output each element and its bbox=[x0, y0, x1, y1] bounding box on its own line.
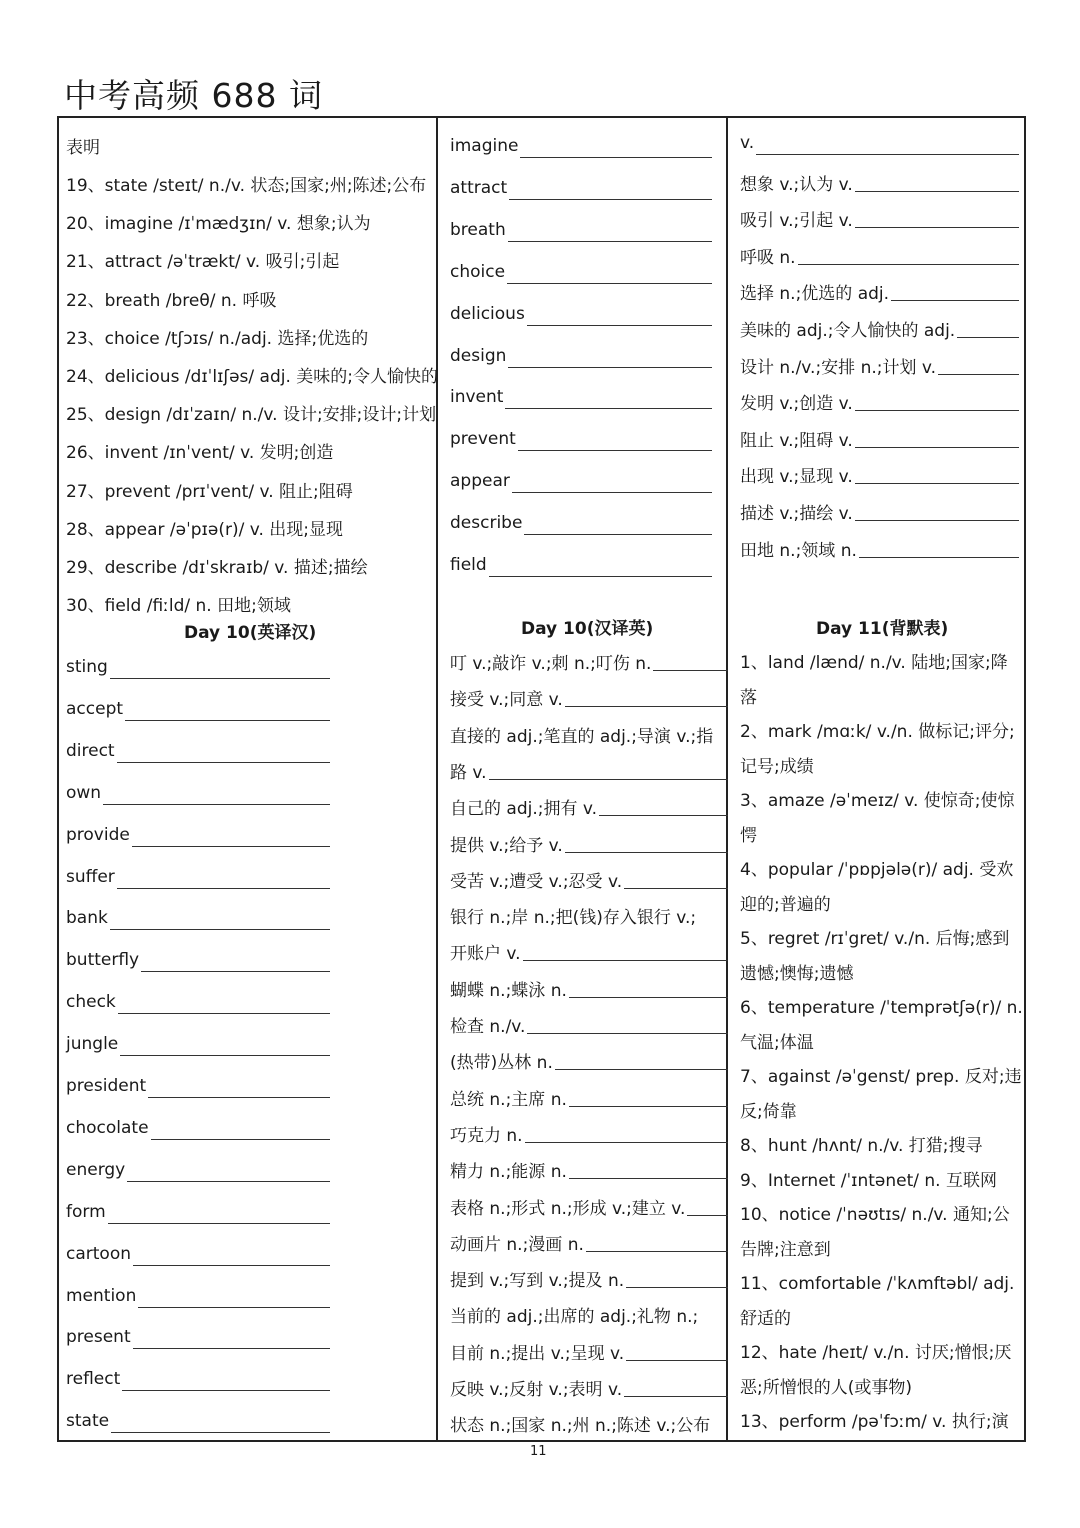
day11-heading: Day 11(背默表) bbox=[816, 619, 949, 639]
word-prompt: energy bbox=[66, 1159, 126, 1180]
answer-blank[interactable] bbox=[527, 325, 712, 326]
answer-blank[interactable] bbox=[855, 447, 1019, 448]
vocab-entry: 1、land /lænd/ n./v. 陆地;国家;降 bbox=[740, 653, 1008, 673]
answer-blank[interactable] bbox=[523, 960, 728, 961]
answer-blank[interactable] bbox=[525, 1142, 728, 1143]
meaning-prompt: 状态 n.;国家 n.;州 n.;陈述 v.;公布 bbox=[450, 1416, 711, 1437]
answer-blank[interactable] bbox=[108, 1223, 330, 1224]
word-prompt: sting bbox=[66, 657, 108, 677]
continued-text: 表明 bbox=[66, 138, 100, 158]
word-prompt: butterfly bbox=[66, 950, 140, 971]
answer-blank[interactable] bbox=[855, 483, 1019, 484]
day10-en-cn-heading: Day 10(英译汉) bbox=[184, 623, 317, 643]
answer-blank[interactable] bbox=[122, 1390, 330, 1391]
answer-blank[interactable] bbox=[120, 1055, 330, 1056]
vocab-entry: 11、comfortable /ˈkʌmftəbl/ adj. bbox=[740, 1274, 1015, 1294]
answer-blank[interactable] bbox=[524, 534, 712, 535]
answer-blank[interactable] bbox=[125, 720, 330, 721]
word-prompt: attract bbox=[450, 177, 508, 198]
answer-blank[interactable] bbox=[520, 157, 712, 158]
word-prompt: provide bbox=[66, 824, 130, 845]
meaning-prompt: 描述 v.;描绘 v. bbox=[740, 504, 853, 524]
meaning-prompt: 提到 v.;写到 v.;提及 n. bbox=[450, 1271, 625, 1292]
meaning-prompt: 检查 n./v. bbox=[450, 1017, 526, 1037]
vocab-entry: 告牌;注意到 bbox=[740, 1239, 831, 1260]
word-prompt: choice bbox=[450, 261, 506, 282]
answer-blank[interactable] bbox=[127, 1181, 330, 1182]
vocab-entry: 23、choice /tʃɔɪs/ n./adj. 选择;优选的 bbox=[66, 328, 369, 349]
meaning-prompt: 发明 v.;创造 v. bbox=[740, 394, 853, 415]
vocab-entry: 8、hunt /hʌnt/ n./v. 打猎;搜寻 bbox=[740, 1136, 983, 1156]
meaning-prompt: 精力 n.;能源 n. bbox=[450, 1162, 567, 1183]
page-number: 11 bbox=[530, 1444, 547, 1459]
vocab-entry: 恶;所憎恨的人(或事物) bbox=[740, 1377, 912, 1398]
meaning-prompt: 银行 n.;岸 n.;把(钱)存入银行 v.; bbox=[450, 908, 697, 929]
answer-blank[interactable] bbox=[117, 888, 330, 889]
vocab-entry: 3、amaze /əˈmeɪz/ v. 使惊奇;使惊 bbox=[740, 791, 1015, 811]
word-prompt: imagine bbox=[450, 136, 519, 156]
answer-blank[interactable] bbox=[586, 1251, 728, 1252]
meaning-prompt: 开账户 v. bbox=[450, 944, 521, 965]
page-title: 中考高频 688 词 bbox=[64, 76, 323, 115]
meaning-prompt: 提供 v.;给予 v. bbox=[450, 835, 563, 856]
answer-blank[interactable] bbox=[624, 1396, 728, 1397]
word-prompt: bank bbox=[66, 908, 108, 929]
vocab-entry: 27、prevent /prɪˈvent/ v. 阻止;阻碍 bbox=[66, 481, 353, 502]
day10-cn-en-heading: Day 10(汉译英) bbox=[521, 619, 654, 639]
answer-blank[interactable] bbox=[111, 1432, 330, 1433]
answer-blank[interactable] bbox=[565, 852, 728, 853]
answer-blank[interactable] bbox=[687, 1215, 728, 1216]
word-prompt: field bbox=[450, 555, 487, 575]
vocab-entry: 29、describe /dɪˈskraɪb/ v. 描述;描绘 bbox=[66, 558, 368, 578]
answer-blank[interactable] bbox=[569, 997, 728, 998]
meaning-prompt: 设计 n./v.;安排 n.;计划 v. bbox=[740, 357, 937, 378]
vocab-entry: 19、state /steɪt/ n./v. 状态;国家;州;陈述;公布 bbox=[66, 176, 427, 196]
answer-blank[interactable] bbox=[132, 846, 330, 847]
vocab-entry: 反;倚靠 bbox=[740, 1101, 797, 1122]
answer-blank[interactable] bbox=[859, 557, 1019, 558]
word-prompt: describe bbox=[450, 513, 523, 534]
answer-blank[interactable] bbox=[653, 670, 728, 671]
vocab-entry: 10、notice /ˈnəʊtɪs/ n./v. 通知;公 bbox=[740, 1205, 1010, 1225]
meaning-prompt: 叮 v.;敲诈 v.;刺 n.;叮伤 n. bbox=[450, 654, 652, 674]
answer-blank[interactable] bbox=[148, 1097, 330, 1098]
answer-blank[interactable] bbox=[505, 408, 712, 409]
answer-blank[interactable] bbox=[527, 1033, 728, 1034]
vocab-entry: 落 bbox=[740, 687, 757, 708]
word-prompt: cartoon bbox=[66, 1243, 131, 1264]
meaning-prompt: 总统 n.;主席 n. bbox=[450, 1089, 567, 1110]
vocab-entry: 22、breath /breθ/ n. 呼吸 bbox=[66, 290, 277, 311]
answer-blank[interactable] bbox=[508, 241, 712, 242]
answer-blank[interactable] bbox=[855, 227, 1019, 228]
vocab-entry: 4、popular /ˈpɒpjələ(r)/ adj. 受欢 bbox=[740, 860, 1014, 880]
answer-blank[interactable] bbox=[118, 1013, 330, 1014]
meaning-prompt: 受苦 v.;遭受 v.;忍受 v. bbox=[450, 871, 623, 892]
word-prompt: appear bbox=[450, 471, 510, 492]
answer-blank[interactable] bbox=[141, 971, 330, 972]
word-prompt: mention bbox=[66, 1285, 137, 1306]
word-prompt: president bbox=[66, 1076, 147, 1096]
vocab-entry: 21、attract /əˈtrækt/ v. 吸引;引起 bbox=[66, 252, 340, 273]
vocab-entry: 25、design /dɪˈzaɪn/ n./v. 设计;安排;设计;计划 bbox=[66, 405, 437, 426]
meaning-prompt: 想象 v.;认为 v. bbox=[740, 174, 853, 195]
answer-blank[interactable] bbox=[599, 815, 728, 816]
word-prompt: state bbox=[66, 1411, 110, 1432]
meaning-prompt: 阻止 v.;阻碍 v. bbox=[740, 430, 853, 451]
vocab-entry: 24、delicious /dɪˈlɪʃəs/ adj. 美味的;令人愉快的 bbox=[66, 367, 439, 387]
answer-blank[interactable] bbox=[855, 520, 1019, 521]
answer-blank[interactable] bbox=[626, 1287, 728, 1288]
answer-blank[interactable] bbox=[489, 779, 728, 780]
meaning-prompt: 直接的 adj.;笔直的 adj.;导演 v.;指 bbox=[450, 726, 714, 747]
meaning-prompt: 田地 n.;领域 n. bbox=[740, 540, 857, 561]
vocab-entry: 2、mark /mɑːk/ v./n. 做标记;评分; bbox=[740, 722, 1015, 742]
vocab-entry: 7、against /əˈgenst/ prep. 反对;违 bbox=[740, 1067, 1022, 1087]
meaning-prompt: 出现 v.;显现 v. bbox=[740, 467, 853, 488]
word-prompt: check bbox=[66, 992, 116, 1013]
meaning-prompt: 蝴蝶 n.;蝶泳 n. bbox=[450, 980, 567, 1001]
answer-blank[interactable] bbox=[798, 264, 1019, 265]
vocab-entry: 9、Internet /ˈɪntənet/ n. 互联网 bbox=[740, 1170, 997, 1191]
vocab-entry: 气温;体温 bbox=[740, 1032, 814, 1053]
word-prompt: direct bbox=[66, 740, 115, 761]
answer-blank[interactable] bbox=[569, 1106, 728, 1107]
meaning-prompt: 接受 v.;同意 v. bbox=[450, 690, 563, 711]
meaning-prompt: 巧克力 n. bbox=[450, 1125, 523, 1146]
word-prompt: suffer bbox=[66, 866, 115, 887]
meaning-prompt: 美味的 adj.;令人愉快的 adj. bbox=[740, 321, 956, 341]
vocab-entry: 6、temperature /ˈtemprətʃə(r)/ n. bbox=[740, 998, 1023, 1018]
word-prompt: invent bbox=[450, 387, 504, 408]
vocab-entry: 12、hate /heɪt/ v./n. 讨厌;憎恨;厌 bbox=[740, 1343, 1012, 1363]
word-prompt: form bbox=[66, 1201, 106, 1222]
word-prompt: reflect bbox=[66, 1369, 121, 1390]
answer-blank[interactable] bbox=[891, 300, 1019, 301]
word-prompt: breath bbox=[450, 219, 506, 240]
word-prompt: delicious bbox=[450, 303, 525, 324]
answer-blank[interactable] bbox=[957, 337, 1019, 338]
meaning-prompt: v. bbox=[740, 133, 755, 153]
vocab-entry: 记号;成绩 bbox=[740, 756, 814, 777]
word-prompt: accept bbox=[66, 698, 124, 719]
vocab-entry: 舒适的 bbox=[740, 1308, 791, 1329]
word-prompt: design bbox=[450, 345, 507, 366]
answer-blank[interactable] bbox=[133, 1265, 330, 1266]
answer-blank[interactable] bbox=[624, 888, 728, 889]
answer-blank[interactable] bbox=[756, 154, 1019, 155]
answer-blank[interactable] bbox=[569, 1178, 728, 1179]
meaning-prompt: 反映 v.;反射 v.;表明 v. bbox=[450, 1380, 623, 1400]
answer-blank[interactable] bbox=[117, 762, 330, 763]
meaning-prompt: 吸引 v.;引起 v. bbox=[740, 211, 853, 232]
vocab-entry: 28、appear /əˈpɪə(r)/ v. 出现;显现 bbox=[66, 519, 343, 540]
vocab-entry: 13、perform /pəˈfɔːm/ v. 执行;演 bbox=[740, 1412, 1009, 1432]
answer-blank[interactable] bbox=[489, 576, 712, 577]
answer-blank[interactable] bbox=[555, 1069, 728, 1070]
meaning-prompt: 动画片 n.;漫画 n. bbox=[450, 1234, 584, 1255]
answer-blank[interactable] bbox=[855, 410, 1019, 411]
meaning-prompt: 路 v. bbox=[450, 762, 487, 783]
answer-blank[interactable] bbox=[151, 1139, 330, 1140]
meaning-prompt: 目前 n.;提出 v.;呈现 v. bbox=[450, 1343, 625, 1364]
answer-blank[interactable] bbox=[133, 1348, 330, 1349]
column-divider bbox=[436, 116, 438, 1442]
answer-blank[interactable] bbox=[855, 191, 1019, 192]
answer-blank[interactable] bbox=[626, 1360, 728, 1361]
vocab-entry: 20、imagine /ɪˈmædʒɪn/ v. 想象;认为 bbox=[66, 214, 371, 235]
answer-blank[interactable] bbox=[938, 374, 1019, 375]
answer-blank[interactable] bbox=[110, 678, 330, 679]
answer-blank[interactable] bbox=[138, 1307, 330, 1308]
word-prompt: prevent bbox=[450, 429, 516, 450]
vocab-entry: 迎的;普遍的 bbox=[740, 894, 831, 915]
answer-blank[interactable] bbox=[509, 199, 712, 200]
vocab-entry: 30、field /fiːld/ n. 田地;领域 bbox=[66, 596, 291, 617]
answer-blank[interactable] bbox=[507, 283, 712, 284]
word-prompt: jungle bbox=[66, 1034, 119, 1055]
meaning-prompt: 表格 n.;形式 n.;形成 v.;建立 v. bbox=[450, 1198, 686, 1219]
word-prompt: own bbox=[66, 782, 102, 803]
meaning-prompt: (热带)丛林 n. bbox=[450, 1053, 553, 1074]
meaning-prompt: 当前的 adj.;出席的 adj.;礼物 n.; bbox=[450, 1307, 699, 1328]
answer-blank[interactable] bbox=[518, 450, 712, 451]
meaning-prompt: 自己的 adj.;拥有 v. bbox=[450, 799, 598, 820]
vocab-entry: 遗憾;懊悔;遗憾 bbox=[740, 963, 854, 984]
answer-blank[interactable] bbox=[512, 492, 712, 493]
answer-blank[interactable] bbox=[565, 706, 728, 707]
vocab-entry: 26、invent /ɪnˈvent/ v. 发明;创造 bbox=[66, 443, 334, 464]
vocab-entry: 愕 bbox=[740, 825, 757, 846]
word-prompt: present bbox=[66, 1327, 131, 1348]
word-prompt: chocolate bbox=[66, 1117, 149, 1138]
meaning-prompt: 选择 n.;优选的 adj. bbox=[740, 284, 890, 305]
vocab-entry: 5、regret /rɪˈgret/ v./n. 后悔;感到 bbox=[740, 929, 1010, 949]
answer-blank[interactable] bbox=[103, 804, 330, 805]
meaning-prompt: 呼吸 n. bbox=[740, 247, 796, 268]
answer-blank[interactable] bbox=[110, 929, 330, 930]
answer-blank[interactable] bbox=[508, 367, 712, 368]
